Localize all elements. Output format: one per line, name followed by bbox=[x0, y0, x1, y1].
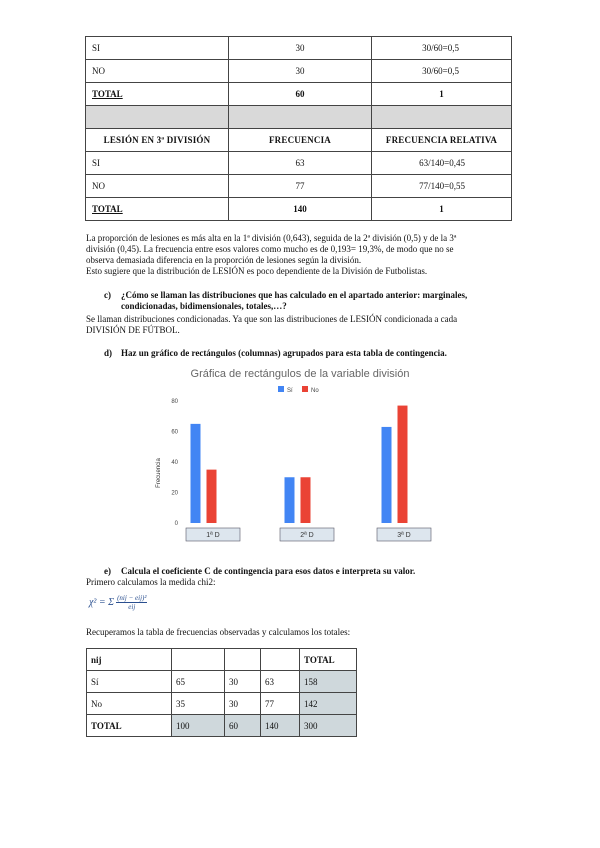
row-label: Sí bbox=[87, 671, 172, 693]
y-tick-label: 20 bbox=[171, 490, 178, 497]
legend-swatch-no bbox=[302, 386, 308, 392]
bar-si-1 bbox=[191, 424, 201, 523]
question-e-label: e) bbox=[104, 566, 111, 576]
grouped-bar-chart bbox=[140, 363, 460, 553]
header-relative-frequency: FRECUENCIA RELATIVA bbox=[372, 129, 512, 152]
formula-fraction bbox=[116, 594, 147, 611]
table-cell: 35 bbox=[172, 693, 225, 715]
table-cell: 63 bbox=[261, 671, 300, 693]
answer-c bbox=[86, 314, 514, 336]
empty-cell bbox=[261, 649, 300, 671]
cell-category: NO bbox=[86, 60, 229, 83]
bar-si-2 bbox=[285, 477, 295, 523]
table-total-row bbox=[87, 715, 357, 737]
cell-total-frequency: 60 bbox=[229, 83, 372, 106]
cell-relative: 63/140=0,45 bbox=[372, 152, 512, 175]
table-total-row bbox=[86, 198, 512, 221]
y-tick-label: 0 bbox=[174, 521, 178, 527]
y-tick-label: 60 bbox=[171, 429, 178, 436]
row-total: 142 bbox=[300, 693, 357, 715]
cell-frequency: 77 bbox=[229, 175, 372, 198]
category-label: 2ª D bbox=[300, 532, 314, 539]
legend-label-si: Sí bbox=[287, 388, 293, 394]
bar-no-3 bbox=[398, 406, 408, 523]
table-row bbox=[86, 152, 512, 175]
question-c-label: c) bbox=[104, 290, 111, 300]
cell-total-frequency: 140 bbox=[229, 198, 372, 221]
text-line: ¿Cómo se llaman las distribuciones que has calculado en el apartado anterior: marginales, bbox=[121, 290, 468, 300]
table-total-row bbox=[86, 83, 512, 106]
question-c-text bbox=[121, 290, 516, 312]
row-label: No bbox=[87, 693, 172, 715]
chi-square-formula bbox=[89, 594, 147, 611]
header-division: LESIÓN EN 3ª DIVISIÓN bbox=[86, 129, 229, 152]
chart-title: Gráfica de rectángulos de la variable división bbox=[190, 368, 410, 380]
cell-relative: 77/140=0,55 bbox=[372, 175, 512, 198]
grand-total: 300 bbox=[300, 715, 357, 737]
table-cell: 30 bbox=[225, 693, 261, 715]
cell-frequency: 30 bbox=[229, 37, 372, 60]
cell-total-label: TOTAL bbox=[86, 198, 229, 221]
row-total: 158 bbox=[300, 671, 357, 693]
formula-lhs: χ² = Σ bbox=[89, 597, 115, 608]
question-e-text: Calcula el coeficiente C de contingencia para esos datos e interpreta su valor. bbox=[121, 566, 416, 576]
category-label: 1ª D bbox=[206, 532, 220, 539]
table-row bbox=[86, 60, 512, 83]
header-nij: nij bbox=[87, 649, 172, 671]
legend-label-no: No bbox=[311, 388, 319, 394]
cell-relative: 30/60=0,5 bbox=[372, 37, 512, 60]
chart-y-label: Frecuencia bbox=[156, 458, 162, 488]
empty-cell bbox=[229, 106, 372, 129]
table-cell: 77 bbox=[261, 693, 300, 715]
frequency-table bbox=[85, 36, 512, 221]
y-tick-label: 40 bbox=[171, 460, 178, 466]
bar-si-3 bbox=[382, 427, 392, 523]
header-total: TOTAL bbox=[300, 649, 357, 671]
cell-frequency: 63 bbox=[229, 152, 372, 175]
text-line: Esto sugiere que la distribución de LESIÓN es poco dependiente de la División de Futbolistas. bbox=[86, 266, 428, 276]
table-separator-row bbox=[86, 106, 512, 129]
table-cell: 65 bbox=[172, 671, 225, 693]
empty-cell bbox=[172, 649, 225, 671]
chart-legend bbox=[278, 386, 319, 394]
y-tick-label: 80 bbox=[171, 399, 178, 405]
bar-no-2 bbox=[301, 477, 311, 523]
table-row bbox=[86, 175, 512, 198]
cell-total-label: TOTAL bbox=[86, 83, 229, 106]
question-d-label: d) bbox=[104, 348, 113, 358]
formula-denominator: eij bbox=[128, 603, 136, 611]
text-line: Se llaman distribuciones condicionadas. Ya que son las distribuciones de LESIÓN condicionada a cada bbox=[86, 314, 458, 324]
header-frequency: FRECUENCIA bbox=[229, 129, 372, 152]
question-d-text: Haz un gráfico de rectángulos (columnas) agrupados para esta tabla de contingencia. bbox=[121, 348, 447, 358]
text-line: condicionadas, bidimensionales, totales,…? bbox=[121, 301, 287, 311]
empty-cell bbox=[225, 649, 261, 671]
text-line: división (0,45). La frecuencia entre esos valores como mucho es de 0,193= 19,3%, de modo que no se bbox=[86, 244, 454, 254]
empty-cell bbox=[86, 106, 229, 129]
formula-numerator: (nij − eij)² bbox=[117, 594, 147, 602]
cell-category: SI bbox=[86, 37, 229, 60]
paragraph-proportion bbox=[86, 233, 514, 277]
category-label: 3ª D bbox=[397, 532, 411, 539]
cell-total-relative: 1 bbox=[372, 198, 512, 221]
cell-category: NO bbox=[86, 175, 229, 198]
table-row bbox=[87, 693, 357, 715]
legend-swatch-si bbox=[278, 386, 284, 392]
column-total: 100 bbox=[172, 715, 225, 737]
column-total: 140 bbox=[261, 715, 300, 737]
table-cell: 30 bbox=[225, 671, 261, 693]
observed-frequencies-table bbox=[86, 648, 357, 737]
table-row bbox=[86, 37, 512, 60]
bar-no-1 bbox=[207, 470, 217, 523]
text-line: Primero calculamos la medida chi2: bbox=[86, 577, 216, 587]
table-header-row bbox=[86, 129, 512, 152]
row-label: TOTAL bbox=[87, 715, 172, 737]
text-line: La proporción de lesiones es más alta en la 1ª división (0,643), seguida de la 2ª división (0,5) y de la 3ª bbox=[86, 233, 457, 243]
cell-relative: 30/60=0,5 bbox=[372, 60, 512, 83]
empty-cell bbox=[372, 106, 512, 129]
cell-total-relative: 1 bbox=[372, 83, 512, 106]
text-line: observa demasiada diferencia en la proporción de lesiones según la división. bbox=[86, 255, 362, 265]
table-row bbox=[87, 671, 357, 693]
table-header-row bbox=[87, 649, 357, 671]
cell-category: SI bbox=[86, 152, 229, 175]
column-total: 60 bbox=[225, 715, 261, 737]
text-line: Recuperamos la tabla de frecuencias observadas y calculamos los totales: bbox=[86, 627, 351, 637]
text-line: DIVISIÓN DE FÚTBOL. bbox=[86, 325, 180, 335]
cell-frequency: 30 bbox=[229, 60, 372, 83]
